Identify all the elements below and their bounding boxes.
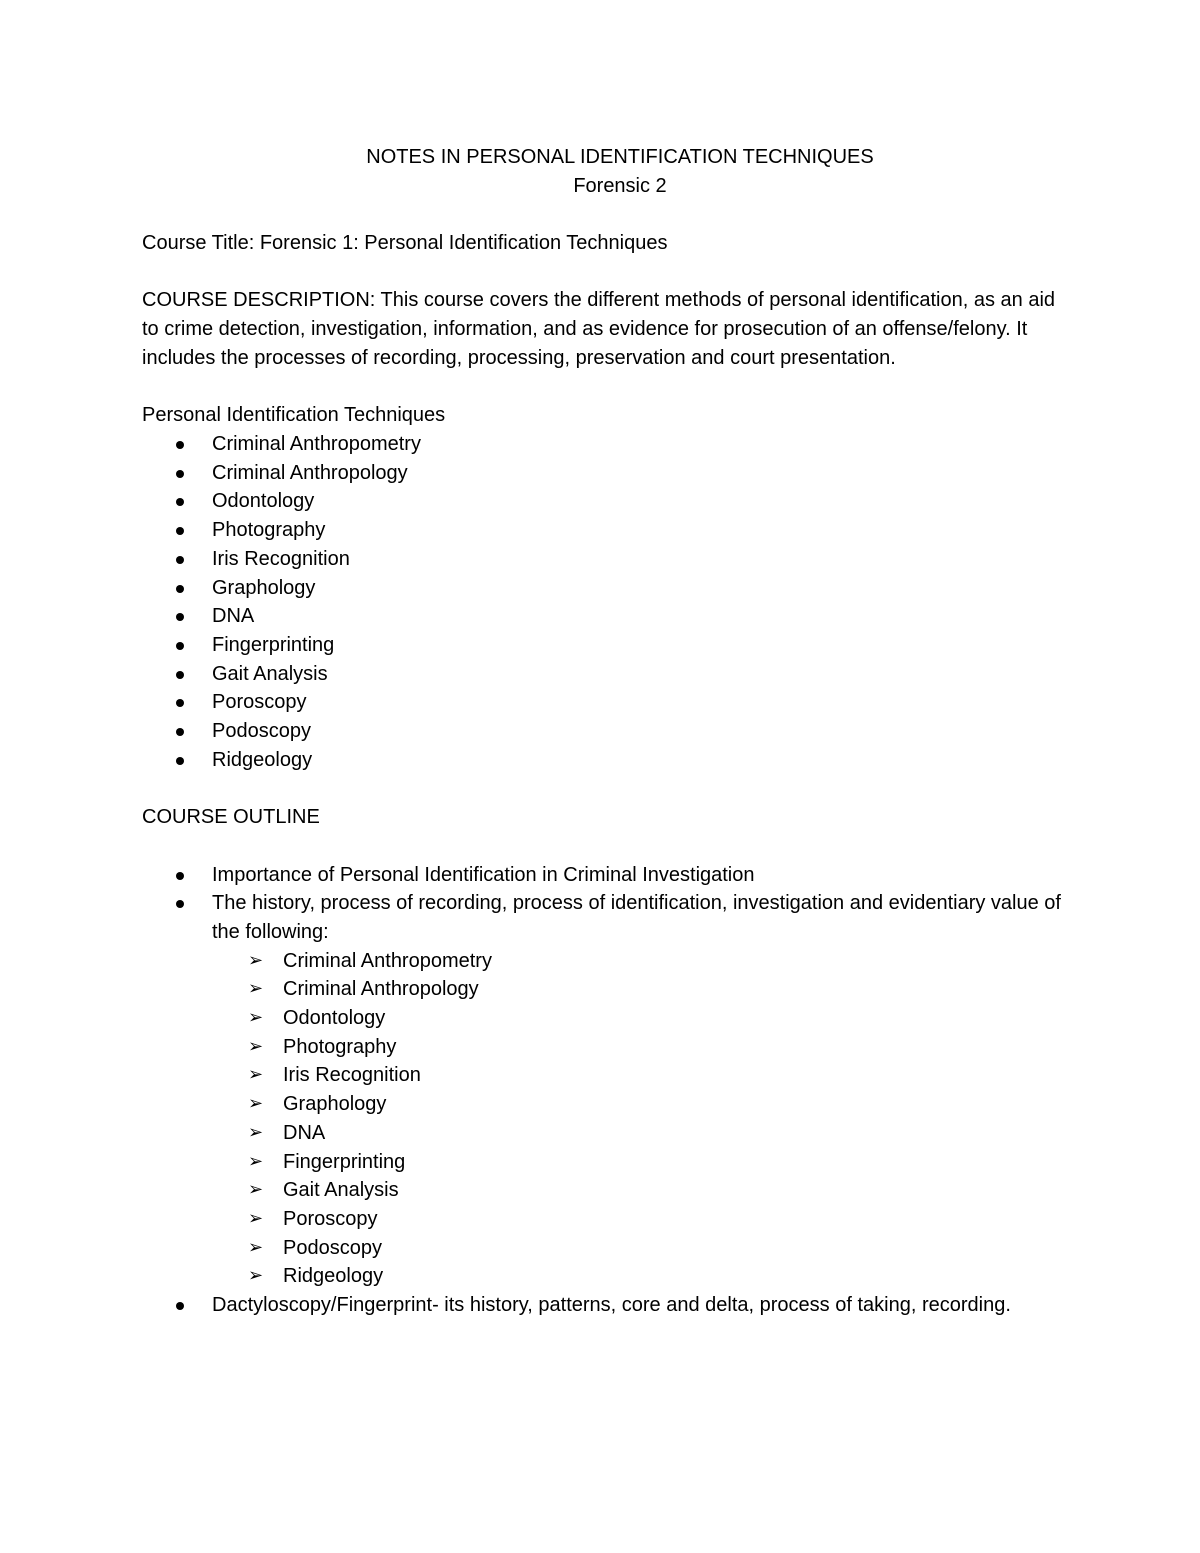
outline-sub-list (212, 947, 1072, 1291)
arrow-bullet-icon: ➢ (248, 978, 264, 1000)
list-item: Gait Analysis (142, 660, 1072, 689)
arrow-bullet-icon: ➢ (248, 1035, 264, 1057)
sub-list-item: ➢ Podoscopy (212, 1234, 1072, 1263)
list-item: Fingerprinting (142, 631, 1072, 660)
list-item: Poroscopy (142, 688, 1072, 717)
bullet-dot-icon (176, 441, 184, 449)
list-item: Photography (142, 516, 1072, 545)
outline-heading: COURSE OUTLINE (142, 806, 320, 829)
list-item: Iris Recognition (142, 545, 1072, 574)
sub-list-item: ➢ Odontology (212, 1004, 1072, 1033)
arrow-bullet-icon: ➢ (248, 1121, 264, 1143)
document-title: NOTES IN PERSONAL IDENTIFICATION TECHNIQUES (366, 146, 874, 168)
arrow-bullet-icon: ➢ (248, 1179, 264, 1201)
sub-list-item: ➢ Criminal Anthropology (212, 975, 1072, 1004)
arrow-bullet-icon: ➢ (248, 1207, 264, 1229)
bullet-dot-icon (176, 498, 184, 506)
bullet-dot-icon (176, 757, 184, 765)
bullet-dot-icon (176, 527, 184, 535)
bullet-dot-icon (176, 1302, 184, 1310)
list-item: Podoscopy (142, 717, 1072, 746)
sub-list-item: ➢ Photography (212, 1033, 1072, 1062)
arrow-bullet-icon: ➢ (248, 1093, 264, 1115)
techniques-heading: Personal Identification Techniques (142, 404, 446, 427)
sub-list-item: ➢ DNA (212, 1119, 1072, 1148)
sub-list-item: ➢ Gait Analysis (212, 1176, 1072, 1205)
arrow-bullet-icon: ➢ (248, 1265, 264, 1287)
list-item: The history, process of recording, process of identification, investigation and evidentiary value of the following: ➢ Criminal Anthropometry ➢ Criminal Anthropology ➢ Odontology ➢ Photography ➢ Iris Recognition ➢ Graphology ➢ DNA ➢ Fingerprinting ➢ Gait Analysis ➢ Poroscopy ➢ Podoscopy ➢ Ridgeology (142, 889, 1072, 1291)
list-item: Importance of Personal Identification in Criminal Investigation (142, 861, 1072, 890)
outline-list (142, 861, 1072, 1320)
bullet-dot-icon (176, 470, 184, 478)
list-item: Criminal Anthropometry (142, 430, 1072, 459)
bullet-dot-icon (176, 872, 184, 880)
list-item: Odontology (142, 487, 1072, 516)
bullet-dot-icon (176, 613, 184, 621)
course-description: COURSE DESCRIPTION: This course covers the different methods of personal identification, as an aid to crime detection, investigation, information, and as evidence for prosecution of an offense/felony. It includes the processes of recording, processing, preservation and court presentation. (142, 289, 1056, 369)
arrow-bullet-icon: ➢ (248, 1007, 264, 1029)
list-item: Criminal Anthropology (142, 459, 1072, 488)
bullet-dot-icon (176, 671, 184, 679)
document-content (142, 143, 1072, 1320)
arrow-bullet-icon: ➢ (248, 1236, 264, 1258)
list-item: Dactyloscopy/Fingerprint- its history, patterns, core and delta, process of taking, recording. (142, 1291, 1072, 1320)
bullet-dot-icon (176, 585, 184, 593)
bullet-dot-icon (176, 728, 184, 736)
arrow-bullet-icon: ➢ (248, 1064, 264, 1086)
document-subtitle: Forensic 2 (573, 174, 667, 197)
arrow-bullet-icon: ➢ (248, 1150, 264, 1172)
sub-list-item: ➢ Criminal Anthropometry (212, 947, 1072, 976)
sub-list-item: ➢ Iris Recognition (212, 1061, 1072, 1090)
techniques-list (142, 430, 1072, 774)
bullet-dot-icon (176, 699, 184, 707)
sub-list-item: ➢ Poroscopy (212, 1205, 1072, 1234)
bullet-dot-icon (176, 556, 184, 564)
course-title: Course Title: Forensic 1: Personal Identification Techniques (142, 232, 668, 255)
bullet-dot-icon (176, 900, 184, 908)
sub-list-item: ➢ Ridgeology (212, 1262, 1072, 1291)
list-item: Ridgeology (142, 746, 1072, 775)
sub-list-item: ➢ Fingerprinting (212, 1148, 1072, 1177)
arrow-bullet-icon: ➢ (248, 949, 264, 971)
list-item: Graphology (142, 574, 1072, 603)
sub-list-item: ➢ Graphology (212, 1090, 1072, 1119)
bullet-dot-icon (176, 642, 184, 650)
list-item: DNA (142, 602, 1072, 631)
